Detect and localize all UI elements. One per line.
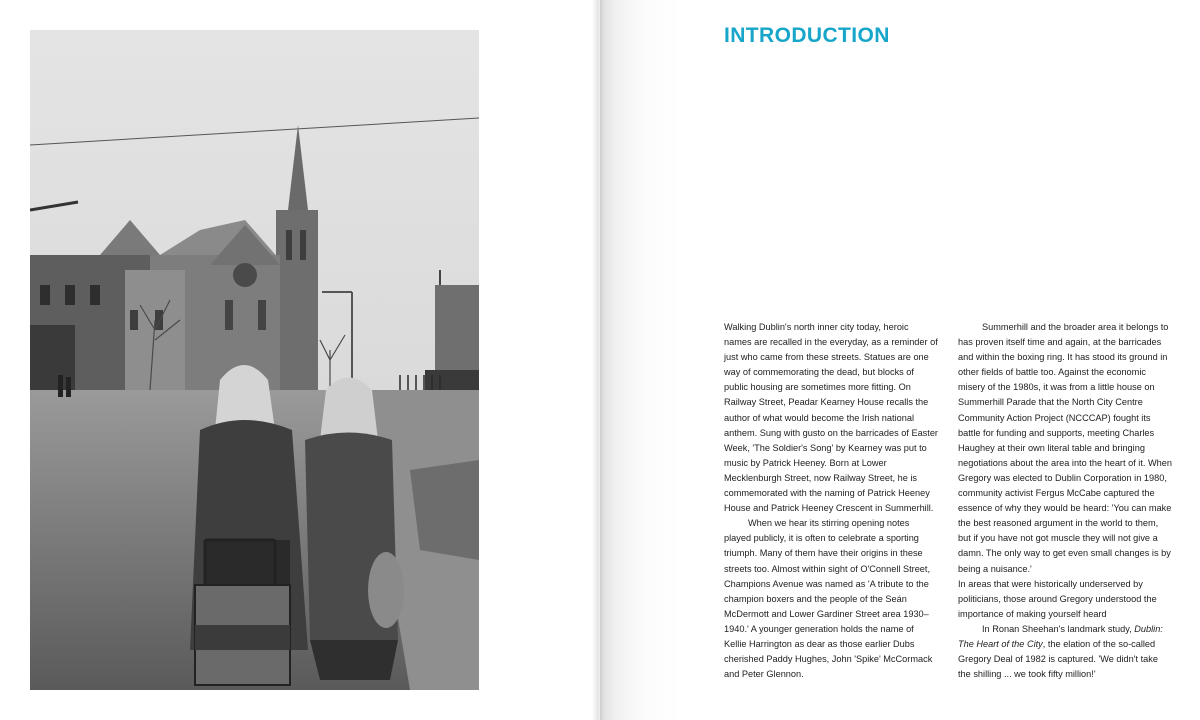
chapter-heading: INTRODUCTION — [724, 24, 890, 47]
paragraph: When we hear its stirring opening notes played publicly, it is often to celebrate a sporting triumph. Many of them have their origins in these streets too. Almost within sight of O'Connell Street, Champions Avenue was named as 'A tribute to the champion boxers and the people of the Seán McDermott and Lower Gardiner Street area 1930–1940.' A younger generation holds the name of Kellie Harrington as dear as those earlier Dubs cherished Paddy Hughes, John 'Spike' McCormack and Peter Glennon. — [724, 518, 933, 680]
paragraph: Walking Dublin's north inner city today, heroic names are recalled in the everyday, as a reminder of just who came from these streets. Statues are one way of commemorating the dead, but blocks of public housing are sometimes more fitting. On Railway Street, Peadar Kearney House recalls the author of what would become the Irish national anthem. Sung with gusto on the barricades of Easter Week, 'The Soldier's Song' by Kearney was put to music by Patrick Heeney. Born at Lower Mecklenburgh Street, now Railway Street, he is commemorated with the naming of Patrick Heeney House and Patrick Heeney Crescent in Summerhill. — [724, 322, 938, 514]
book-gutter — [592, 0, 604, 720]
text-column-left — [724, 320, 938, 682]
text-column-right — [958, 320, 1172, 682]
paragraph: In areas that were historically underserved by politicians, those around Gregory understood the importance of making yourself heard — [958, 578, 1157, 619]
paragraph: Summerhill and the broader area it belongs to has proven itself time and again, at the barricades and within the boxing ring. It has stood its ground in other fields of battle too. Against the economic misery of the 1980s, it was from a little house on Summerhill Parade that the North City Centre Community Action Project (NCCCAP) fought its battle for funding and supports, meeting Charles Haughey at their own literal table and bringing negotiations about the area into the heart of it. When Gregory was elected to Dublin Corporation in 1980, community activist Fergus McCabe captured the essence of why they would be heard: 'You can make the best reasoned argument in the world to them, but if you have not got muscle they will not give a damn. The only way to get even small changes is by being a nuisance.' — [958, 322, 1173, 574]
photo-image — [30, 30, 479, 690]
street-photograph — [30, 30, 479, 690]
paragraph-text: , the elation of the so-called Gregory Deal of 1982 is captured. 'We didn't take the shilling ... we took fifty million!' — [958, 638, 1158, 680]
book-title: Dublin: The Heart of the City — [958, 623, 1163, 649]
paragraph-text: In Ronan Sheehan's landmark study, — [982, 623, 1132, 634]
paragraph — [958, 622, 1172, 682]
